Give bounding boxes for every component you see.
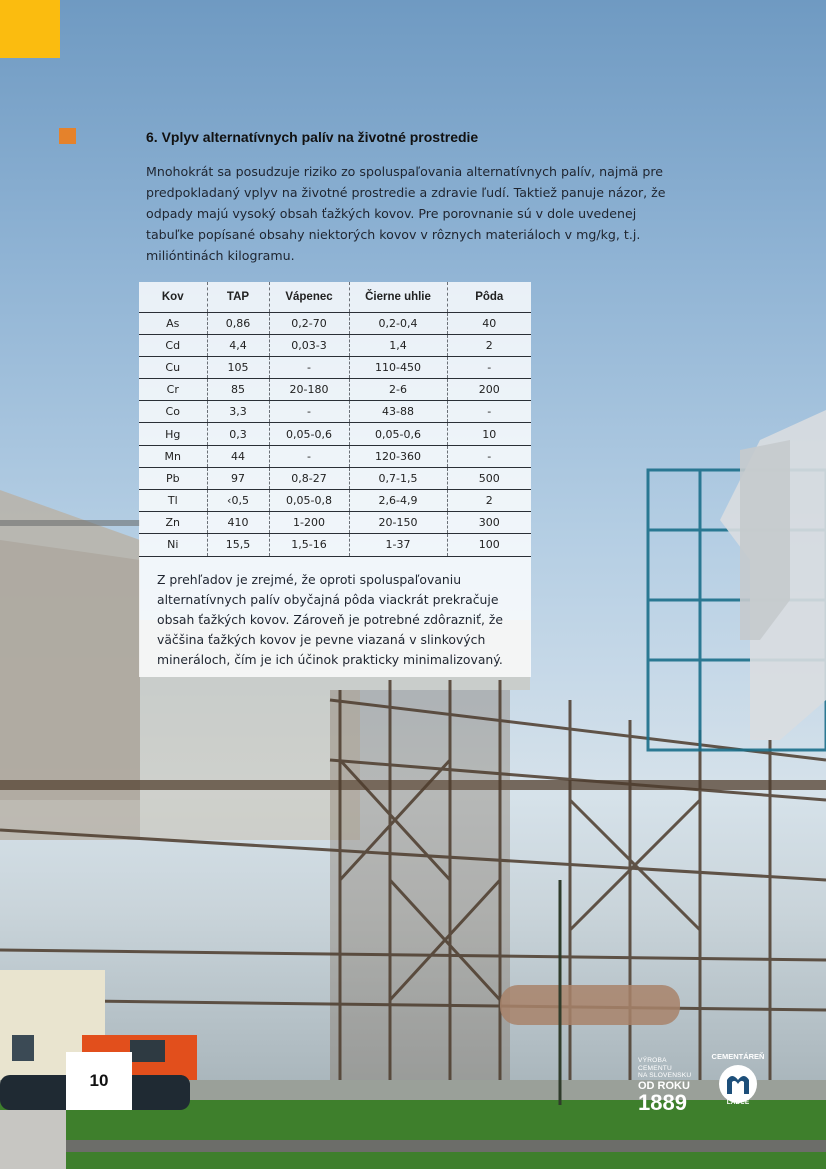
logo-brand-bottom: LADCE [726, 1099, 750, 1106]
footer-grey-strip [0, 1110, 66, 1169]
section-intro-paragraph: Mnohokrát sa posudzuje riziko zo spoluspaľovania alternatívnych palív, najmä pre predpokladaný vplyv na životné prostredie a zdravie ľudí. Taktiež panuje názor, že odpady majú vysoký obsah ťažkých kovov. Pre porovnanie sú v dole uvedenej tabuľke popísané obsahy niektorých kovov v rôznych materiáloch v mg/kg, t.j. milióntinách kilogramu. [146, 164, 666, 263]
table-cell: 0,7-1,5 [349, 467, 447, 489]
table-cell: 410 [207, 512, 269, 534]
table-cell: 44 [207, 445, 269, 467]
table-row [139, 379, 531, 401]
table-cell: 2 [447, 490, 531, 512]
logo-year: 1889 [638, 1089, 687, 1115]
table-cell: Ni [139, 534, 207, 556]
since-1889-logo [638, 1057, 698, 1114]
table-cell: 43-88 [349, 401, 447, 423]
table-row [139, 401, 531, 423]
table-cell: - [447, 401, 531, 423]
logo-line-1: VÝROBA CEMENTU [638, 1057, 673, 1072]
table-cell: 4,4 [207, 334, 269, 356]
table-cell: Zn [139, 512, 207, 534]
logo-line-2: NA SLOVENSKU [638, 1072, 692, 1079]
table-cell: 0,05-0,6 [269, 423, 349, 445]
table-row [139, 356, 531, 378]
table-cell: 20-180 [269, 379, 349, 401]
table-cell: 0,8-27 [269, 467, 349, 489]
table-cell: 110-450 [349, 356, 447, 378]
table-cell: Cr [139, 379, 207, 401]
table-cell: 1,5-16 [269, 534, 349, 556]
table-row [139, 445, 531, 467]
table-cell: 1,4 [349, 334, 447, 356]
table-cell: 2,6-4,9 [349, 490, 447, 512]
table-row [139, 423, 531, 445]
table-cell: 2-6 [349, 379, 447, 401]
table-cell: 0,03-3 [269, 334, 349, 356]
table-row [139, 512, 531, 534]
table-cell: 3,3 [207, 401, 269, 423]
table-cell: 85 [207, 379, 269, 401]
table-cell: ‹0,5 [207, 490, 269, 512]
section-bullet-square [59, 128, 76, 144]
heavy-metals-table [139, 282, 531, 557]
table-cell: Co [139, 401, 207, 423]
table-cell: 0,2-70 [269, 312, 349, 334]
table-cell: 0,05-0,6 [349, 423, 447, 445]
table-cell: 200 [447, 379, 531, 401]
column-header-kov: Kov [161, 290, 184, 303]
table-cell: 15,5 [207, 534, 269, 556]
table-cell: 120-360 [349, 445, 447, 467]
table-cell: - [269, 356, 349, 378]
table-header-row [139, 282, 531, 312]
table-cell: Cu [139, 356, 207, 378]
table-cell: - [269, 445, 349, 467]
table-cell: 2 [447, 334, 531, 356]
table-row [139, 467, 531, 489]
column-header-poda: Pôda [447, 282, 531, 312]
table-row [139, 490, 531, 512]
table-cell: 1-200 [269, 512, 349, 534]
table-cell: 10 [447, 423, 531, 445]
cementaren-ladce-logo [706, 1052, 770, 1112]
table-cell: - [447, 356, 531, 378]
table-cell: Tl [139, 490, 207, 512]
table-cell: 40 [447, 312, 531, 334]
column-header-vapenec: Vápenec [269, 282, 349, 312]
table-cell: - [447, 445, 531, 467]
column-header-cierne-uhlie: Čierne uhlie [349, 282, 447, 312]
table-cell: 1-37 [349, 534, 447, 556]
page-number: 10 [89, 1071, 109, 1090]
table-cell: As [139, 312, 207, 334]
table-cell: 0,3 [207, 423, 269, 445]
table-cell: Mn [139, 445, 207, 467]
table-cell: 300 [447, 512, 531, 534]
section-heading: 6. Vplyv alternatívnych palív na životné prostredie [146, 129, 479, 145]
column-header-tap: TAP [207, 282, 269, 312]
page-number-box [66, 1052, 132, 1110]
table-row [139, 312, 531, 334]
table-cell: Hg [139, 423, 207, 445]
logo-line-3: OD ROKU [638, 1079, 690, 1092]
table-cell: 105 [207, 356, 269, 378]
table-cell: 20-150 [349, 512, 447, 534]
table-cell: Cd [139, 334, 207, 356]
table-cell: 0,86 [207, 312, 269, 334]
table-row [139, 534, 531, 556]
table-cell: 100 [447, 534, 531, 556]
table-cell: 500 [447, 467, 531, 489]
table-cell: 0,2-0,4 [349, 312, 447, 334]
table-conclusion-paragraph: Z prehľadov je zrejmé, že oproti spoluspaľovaniu alternatívnych palív obyčajná pôda viackrát prekračuje obsah ťažkých kovov. Zároveň je potrebné zdôrazniť, že väčšina ťažkých kovov je pevne viazaná v slinkových minerálоch, čím je ich účinok prakticky minimalizovaný. [157, 572, 503, 667]
table-cell: - [269, 401, 349, 423]
table-cell: 0,05-0,8 [269, 490, 349, 512]
logo-brand-top: CEMENTÁREŇ [711, 1052, 765, 1061]
table-row [139, 334, 531, 356]
table-cell: Pb [139, 467, 207, 489]
table-cell: 97 [207, 467, 269, 489]
corner-accent-square [0, 0, 60, 58]
